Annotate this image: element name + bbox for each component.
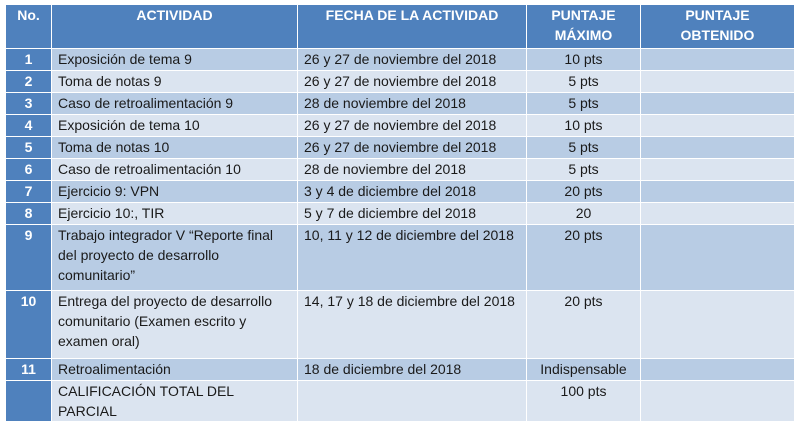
row-activity: Ejercicio 10:, TIR <box>52 203 298 225</box>
row-activity: Ejercicio 9: VPN <box>52 181 298 203</box>
row-obtained-score <box>641 115 795 137</box>
row-obtained-score <box>641 93 795 115</box>
row-date: 14, 17 y 18 de diciembre del 2018 <box>298 291 527 359</box>
row-max-score: 20 <box>527 203 641 225</box>
row-activity: Toma de notas 9 <box>52 71 298 93</box>
row-max-score: 5 pts <box>527 137 641 159</box>
row-max-score: Indispensable <box>527 359 641 381</box>
row-obtained-score <box>641 49 795 71</box>
header-no: No. <box>6 5 52 49</box>
row-number: 9 <box>6 225 52 291</box>
row-activity: Caso de retroalimentación 10 <box>52 159 298 181</box>
table-row <box>6 225 795 291</box>
table-row <box>6 181 795 203</box>
table-row <box>6 203 795 225</box>
row-activity: Trabajo integrador V “Reporte final del proyecto de desarrollo comunitario” <box>52 225 298 291</box>
grading-table <box>5 4 795 422</box>
row-max-score: 5 pts <box>527 71 641 93</box>
row-activity: Entrega del proyecto de desarrollo comunitario (Examen escrito y examen oral) <box>52 291 298 359</box>
table-row <box>6 291 795 359</box>
row-number: 2 <box>6 71 52 93</box>
row-obtained-score <box>641 203 795 225</box>
row-number: 11 <box>6 359 52 381</box>
row-activity: Exposición de tema 9 <box>52 49 298 71</box>
row-date: 28 de noviembre del 2018 <box>298 93 527 115</box>
table-row <box>6 159 795 181</box>
total-date <box>298 381 527 422</box>
row-number: 8 <box>6 203 52 225</box>
row-max-score: 5 pts <box>527 93 641 115</box>
row-obtained-score <box>641 225 795 291</box>
table-row <box>6 49 795 71</box>
header-puntaje-maximo: PUNTAJE MÁXIMO <box>527 5 641 49</box>
table-row <box>6 93 795 115</box>
total-label: CALIFICACIÓN TOTAL DEL PARCIAL <box>52 381 298 422</box>
row-number: 1 <box>6 49 52 71</box>
total-obtained-score <box>641 381 795 422</box>
row-number: 10 <box>6 291 52 359</box>
row-date: 26 y 27 de noviembre del 2018 <box>298 137 527 159</box>
row-max-score: 5 pts <box>527 159 641 181</box>
row-number: 5 <box>6 137 52 159</box>
table-row <box>6 137 795 159</box>
row-max-score: 20 pts <box>527 225 641 291</box>
row-activity: Retroalimentación <box>52 359 298 381</box>
row-number: 6 <box>6 159 52 181</box>
row-obtained-score <box>641 291 795 359</box>
row-activity: Toma de notas 10 <box>52 137 298 159</box>
row-date: 3 y 4 de diciembre del 2018 <box>298 181 527 203</box>
row-obtained-score <box>641 137 795 159</box>
table-row <box>6 71 795 93</box>
header-actividad: ACTIVIDAD <box>52 5 298 49</box>
row-max-score: 20 pts <box>527 181 641 203</box>
row-date: 10, 11 y 12 de diciembre del 2018 <box>298 225 527 291</box>
row-date: 26 y 27 de noviembre del 2018 <box>298 115 527 137</box>
row-date: 26 y 27 de noviembre del 2018 <box>298 49 527 71</box>
row-activity: Caso de retroalimentación 9 <box>52 93 298 115</box>
row-max-score: 10 pts <box>527 115 641 137</box>
row-number: 7 <box>6 181 52 203</box>
row-obtained-score <box>641 359 795 381</box>
row-obtained-score <box>641 181 795 203</box>
row-obtained-score <box>641 71 795 93</box>
row-date: 28 de noviembre del 2018 <box>298 159 527 181</box>
row-number: 3 <box>6 93 52 115</box>
row-obtained-score <box>641 159 795 181</box>
row-max-score: 10 pts <box>527 49 641 71</box>
table-row <box>6 359 795 381</box>
row-max-score: 20 pts <box>527 291 641 359</box>
row-activity: Exposición de tema 10 <box>52 115 298 137</box>
row-number: 4 <box>6 115 52 137</box>
total-row <box>6 381 795 422</box>
header-row <box>6 5 795 49</box>
row-date: 18 de diciembre del 2018 <box>298 359 527 381</box>
total-row-number <box>6 381 52 422</box>
row-date: 5 y 7 de diciembre del 2018 <box>298 203 527 225</box>
row-date: 26 y 27 de noviembre del 2018 <box>298 71 527 93</box>
table-row <box>6 115 795 137</box>
total-max-score: 100 pts <box>527 381 641 422</box>
header-puntaje-obtenido: PUNTAJE OBTENIDO <box>641 5 795 49</box>
header-fecha: FECHA DE LA ACTIVIDAD <box>298 5 527 49</box>
